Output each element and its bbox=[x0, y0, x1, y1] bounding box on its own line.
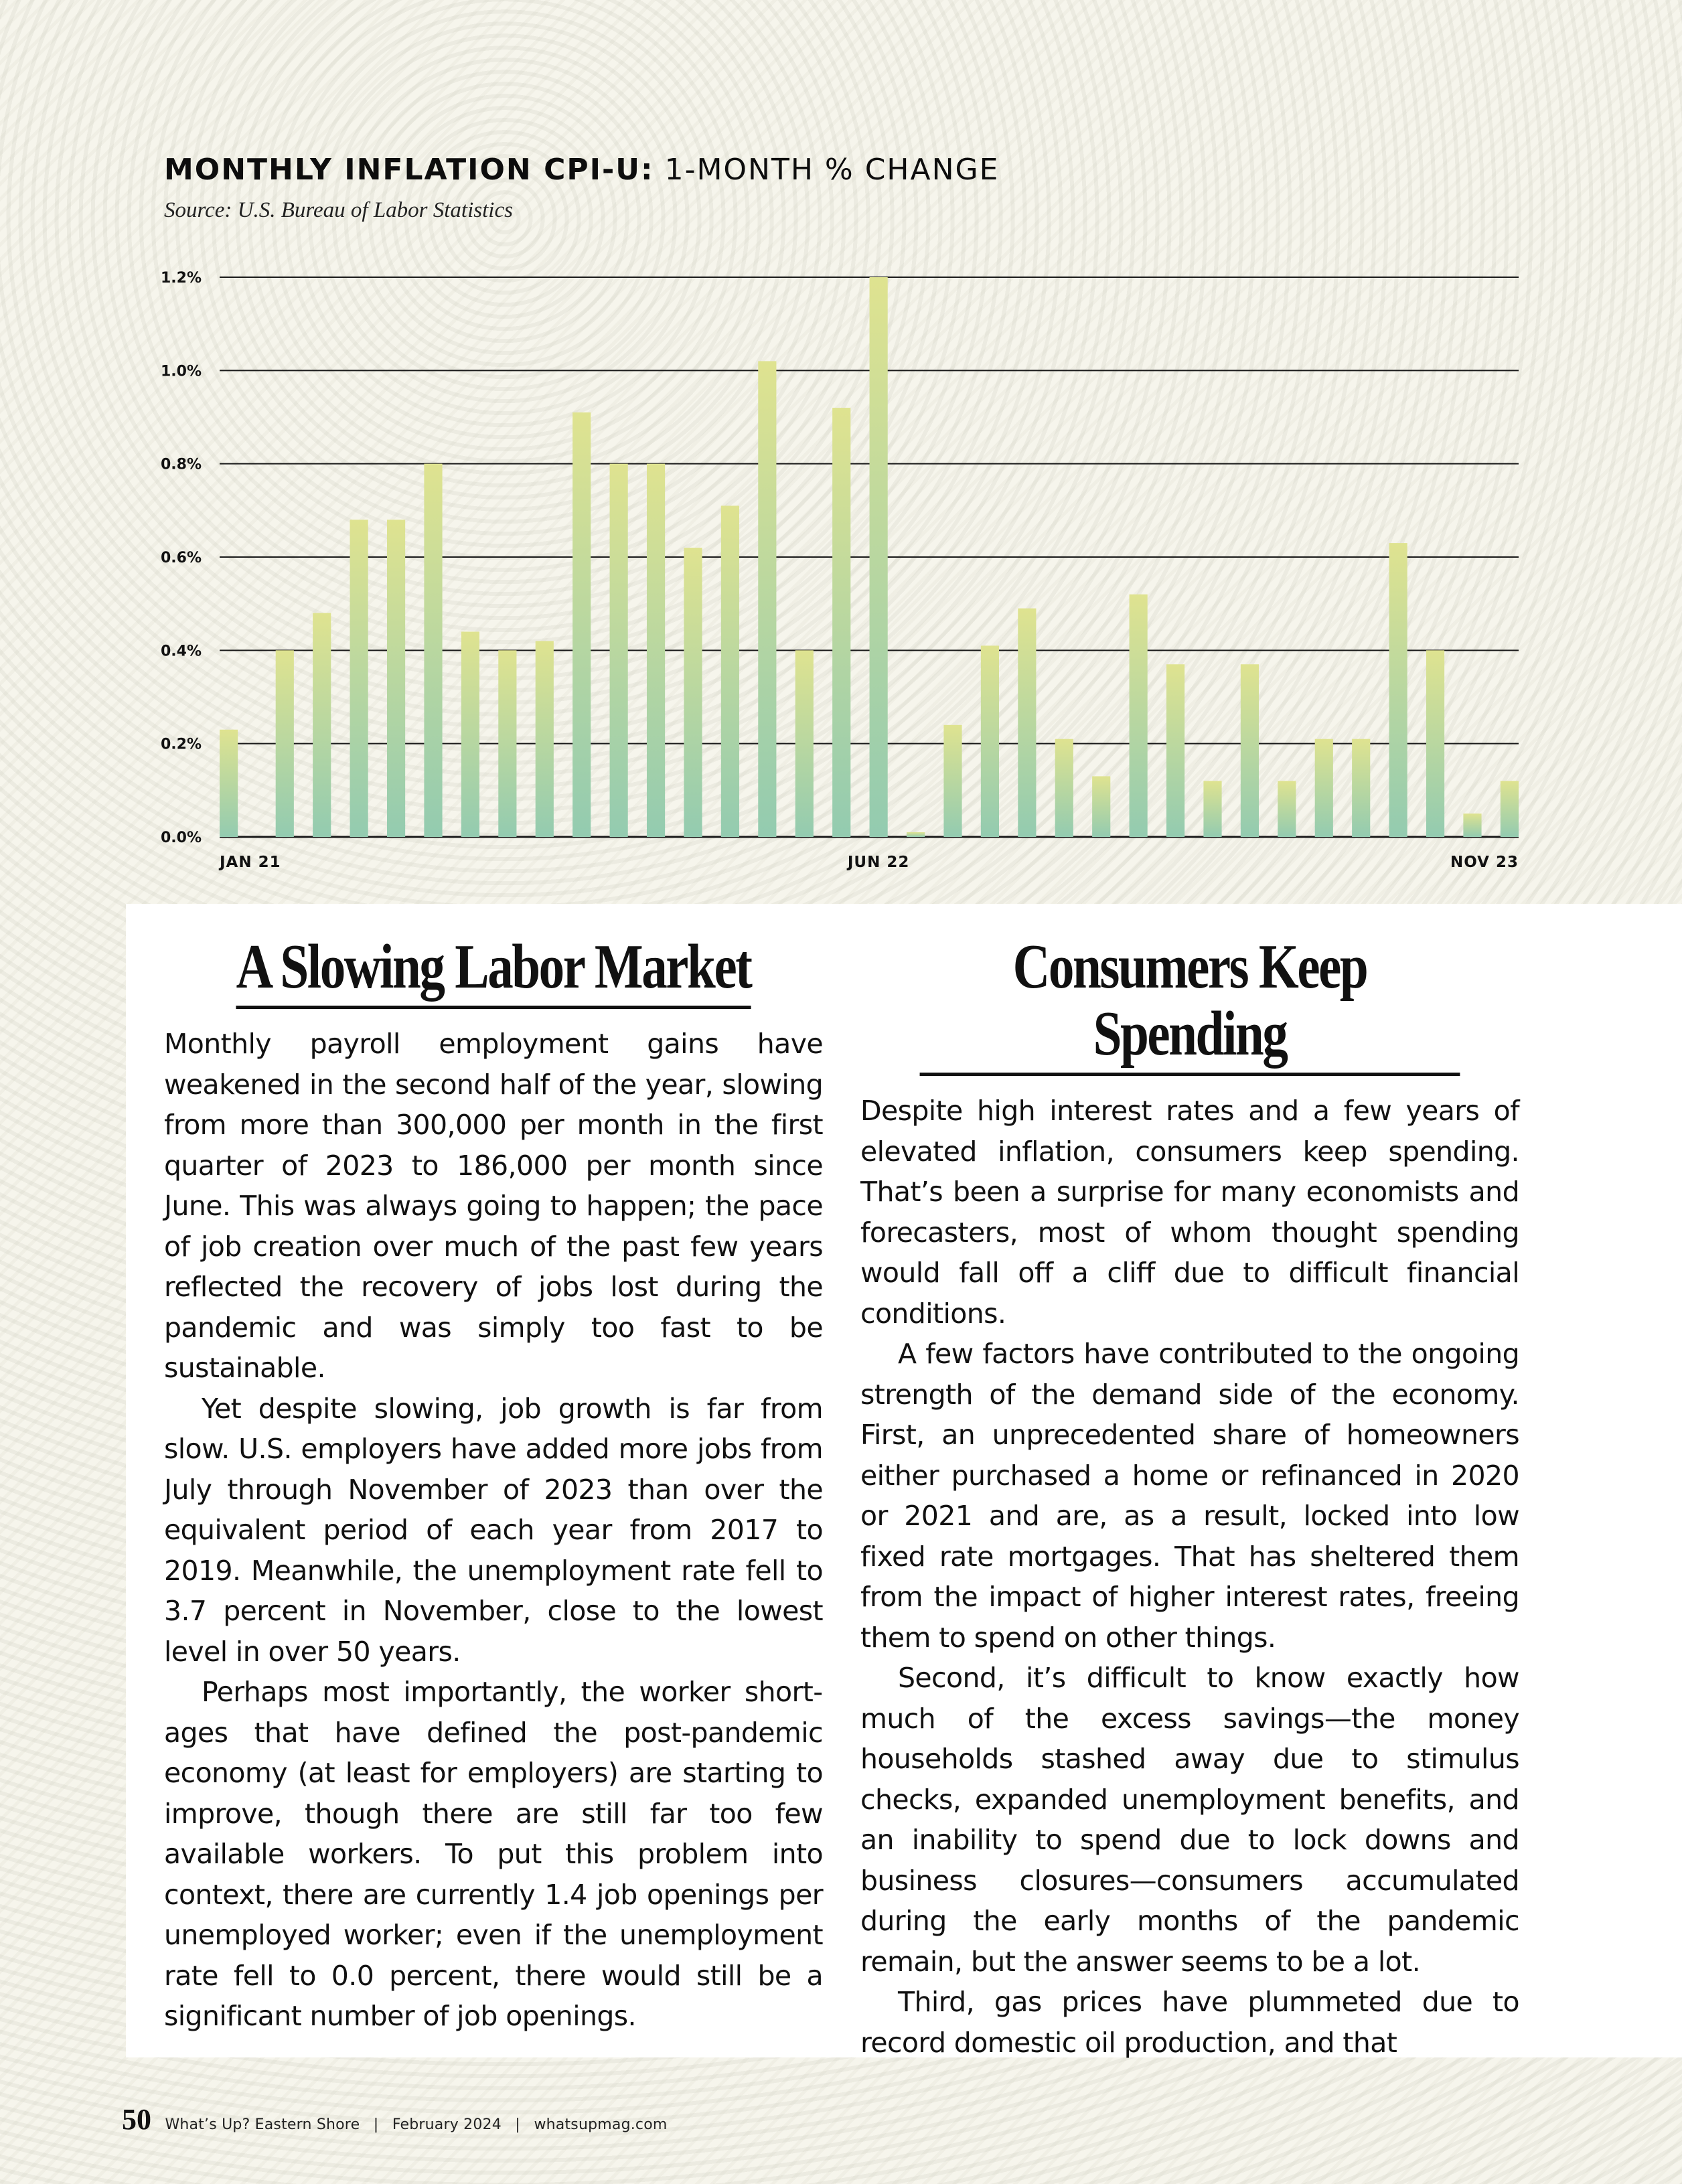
x-tick-label: JAN 21 bbox=[220, 854, 281, 871]
bar-jul-21 bbox=[461, 631, 479, 837]
bar-apr-23 bbox=[1241, 664, 1259, 837]
bar-may-23 bbox=[1278, 781, 1296, 837]
heading-text: A Slowing Labor Market bbox=[236, 933, 751, 1009]
bar-sep-22 bbox=[981, 645, 999, 837]
bar-jul-23 bbox=[1352, 739, 1370, 837]
paragraph: Third, gas prices have plummeted due to record domestic oil production, and that bbox=[860, 1986, 1519, 2059]
publication-name: What’s Up? Eastern Shore bbox=[165, 2116, 360, 2133]
heading-text: Consumers Keep Spending bbox=[920, 933, 1460, 1076]
page-footer bbox=[122, 2102, 668, 2136]
article-body bbox=[164, 1024, 823, 2037]
bar-dec-22 bbox=[1092, 776, 1110, 837]
bar-mar-21 bbox=[313, 613, 331, 837]
bar-jun-22 bbox=[870, 277, 888, 837]
bar-jan-23 bbox=[1130, 595, 1148, 837]
bar-sep-21 bbox=[536, 641, 554, 837]
chart-source: Source: U.S. Bureau of Labor Statistics bbox=[164, 198, 513, 222]
chart-title-bold: MONTHLY INFLATION CPI-U: bbox=[164, 153, 654, 187]
issue-date: February 2024 bbox=[392, 2116, 502, 2133]
bar-feb-22 bbox=[721, 505, 739, 837]
footer-separator: | bbox=[515, 2116, 520, 2133]
bar-dec-21 bbox=[647, 464, 665, 837]
chart-title-light: 1-MONTH % CHANGE bbox=[664, 153, 1000, 187]
y-tick-label: 0.6% bbox=[161, 550, 202, 566]
bar-sep-23 bbox=[1426, 650, 1444, 837]
bar-jan-22 bbox=[684, 548, 702, 837]
paragraph: Yet despite slowing, job growth is far from slow. U.S. employers have added more jobs from July through November of 2023 than over the equivalent period of each year from 2017 to 2019. Meanwhile, the unemployment rate fell to 3.7 percent in November, close to the lowest level in over 50 years. bbox=[164, 1392, 823, 1668]
bar-feb-23 bbox=[1166, 664, 1184, 837]
bar-oct-22 bbox=[1018, 609, 1036, 837]
article-body bbox=[860, 1091, 1519, 2063]
paragraph: A few factors have contributed to the ongoing strength of the demand side of the economy. First, an unprecedented share of homeowners either purchased a home or refinanced in 2020 or 2021 and are, as a result, locked into low fixed rate mortgages. That has sheltered them from the impact of higher interest rates, freeing them to spend on other things. bbox=[860, 1338, 1519, 1654]
bar-jun-21 bbox=[424, 464, 442, 837]
article-labor-market bbox=[164, 904, 823, 2037]
paragraph: Despite high interest rates and a few years of elevated inflation, consumers keep spending. That’s been a surprise for many economists and forecasters, most of whom thought spending would fall off a cliff due to difficult financial conditions. bbox=[860, 1095, 1519, 1330]
footer-separator: | bbox=[373, 2116, 379, 2133]
x-tick-label: JUN 22 bbox=[847, 854, 910, 871]
bar-jan-21 bbox=[220, 730, 238, 837]
bar-nov-23 bbox=[1501, 781, 1519, 837]
bar-nov-22 bbox=[1055, 739, 1073, 837]
bar-oct-21 bbox=[572, 412, 591, 837]
bar-mar-22 bbox=[758, 361, 776, 837]
paragraph: Monthly payroll employment gains have weakened in the second half of the year, slowing from more than 300,000 per month in the first quarter of 2023 to 186,000 per month since June. This was always going to happen; the pace of job creation over much of the past few years reflected the recovery of jobs lost during the pandemic and was simply too fast to be sustainable. bbox=[164, 1028, 823, 1384]
bar-apr-21 bbox=[350, 520, 368, 837]
article-consumer-spending bbox=[860, 904, 1519, 2063]
bar-mar-23 bbox=[1203, 781, 1221, 837]
bar-aug-21 bbox=[498, 650, 516, 837]
bar-chart bbox=[0, 0, 1682, 897]
website-link[interactable]: whatsupmag.com bbox=[534, 2116, 668, 2133]
paragraph: Second, it’s difficult to know exactly how much of the excess savings—the money households stashed away due to stimulus checks, expanded unemployment benefits, and an inability to spend due to lock downs and business closures—consumers accumulated during the early months of the pandemic remain, but the answer seems to be a lot. bbox=[860, 1662, 1519, 1978]
bar-jun-23 bbox=[1315, 739, 1333, 837]
bar-feb-21 bbox=[276, 650, 294, 837]
article-heading bbox=[920, 933, 1460, 1076]
article-heading bbox=[224, 933, 764, 1009]
bar-oct-23 bbox=[1463, 813, 1481, 837]
y-tick-label: 1.2% bbox=[161, 270, 202, 287]
bar-apr-22 bbox=[795, 650, 814, 837]
y-tick-label: 0.8% bbox=[161, 456, 202, 473]
bar-nov-21 bbox=[610, 464, 628, 837]
article-panel bbox=[126, 904, 1682, 2057]
y-tick-label: 1.0% bbox=[161, 363, 202, 380]
bar-aug-22 bbox=[943, 725, 962, 837]
y-tick-label: 0.2% bbox=[161, 736, 202, 753]
bar-jul-22 bbox=[907, 832, 925, 837]
bar-aug-23 bbox=[1389, 543, 1407, 837]
paragraph: Perhaps most importantly, the worker shortages that have defined the post-pandemic economy (at least for employers) are starting to improve, though there are still far too few available workers. To put this problem into context, there are currently 1.4 job openings per unemployed worker; even if the unemployment rate fell to 0.0 percent, there would still be a significant number of job openings. bbox=[164, 1676, 823, 2032]
page-number: 50 bbox=[122, 2103, 151, 2136]
y-tick-label: 0.4% bbox=[161, 643, 202, 660]
bar-may-21 bbox=[387, 520, 405, 837]
bar-may-22 bbox=[832, 408, 850, 837]
y-tick-label: 0.0% bbox=[161, 830, 202, 846]
x-tick-label: NOV 23 bbox=[1450, 854, 1519, 871]
